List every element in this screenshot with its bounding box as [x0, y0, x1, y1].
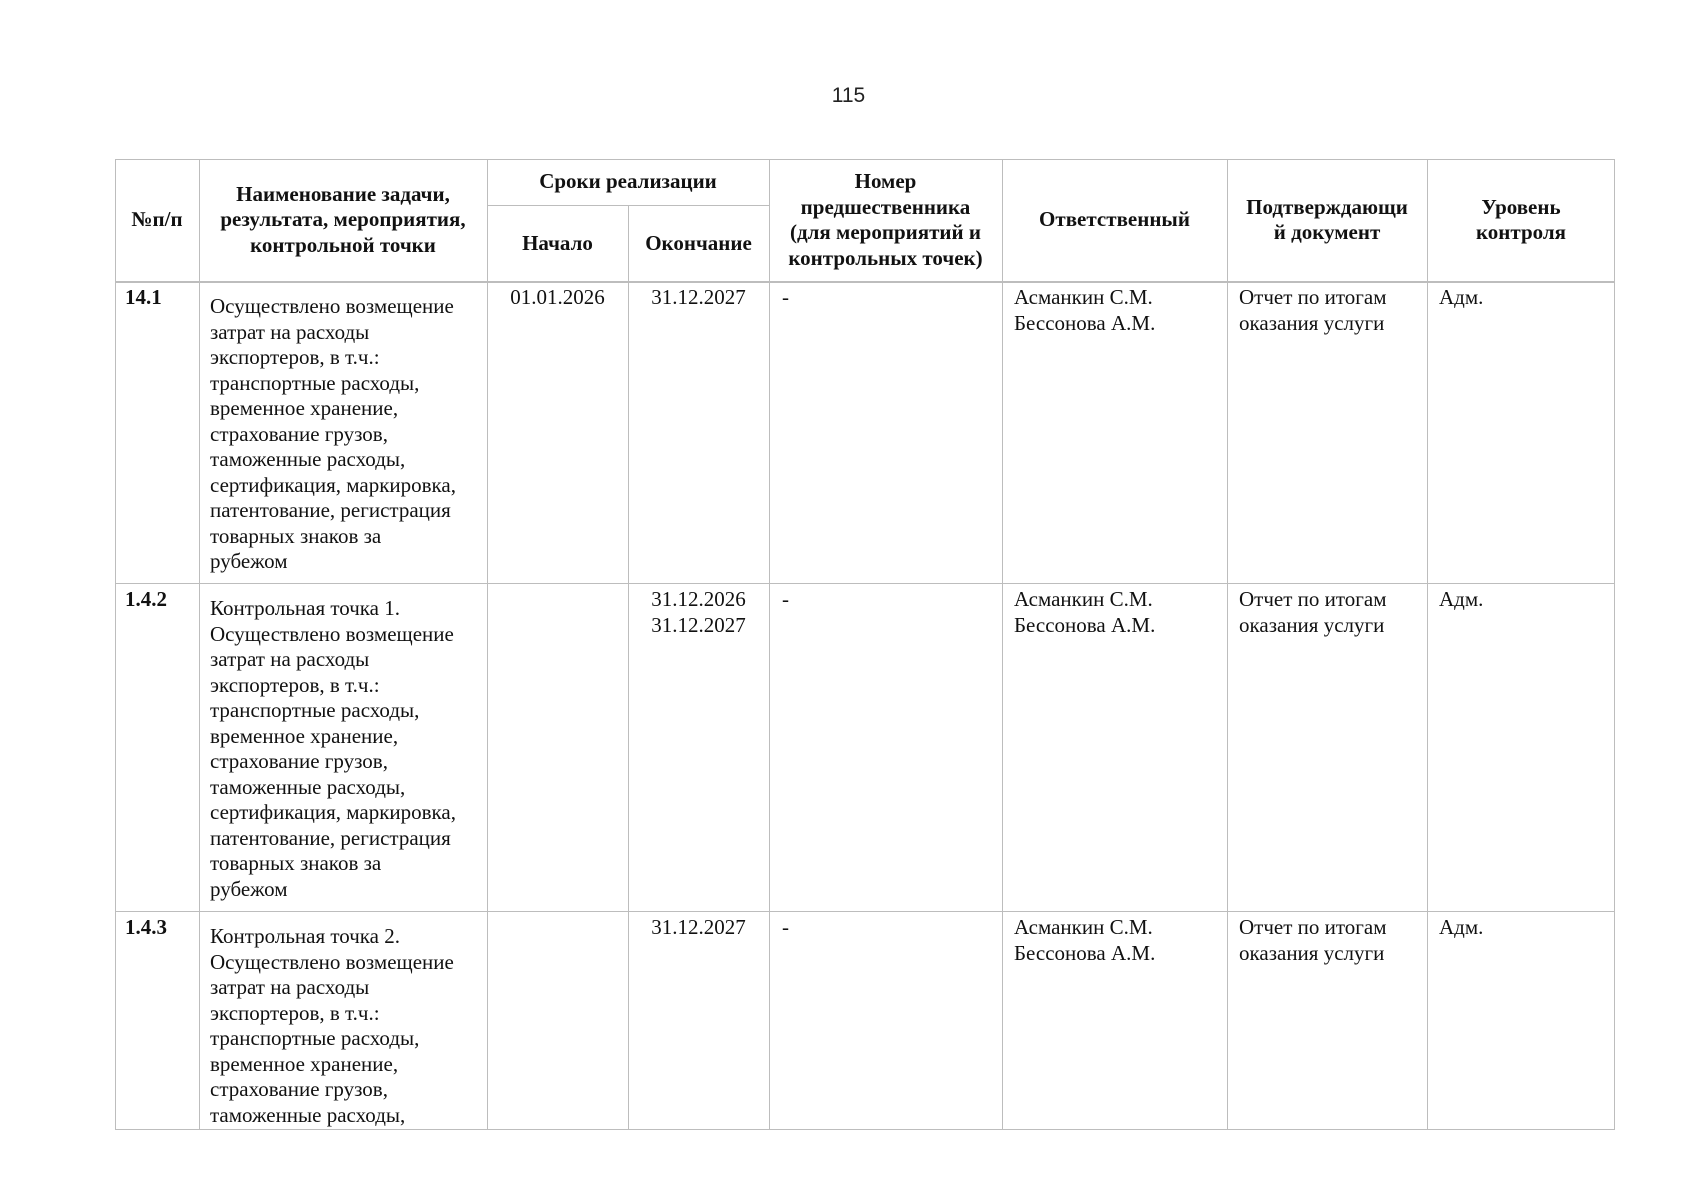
row-num: 14.1: [125, 285, 162, 309]
column-divider: [769, 159, 770, 1130]
document-value: Отчет по итогам оказания услуги: [1239, 587, 1387, 637]
header-divider: [115, 281, 1615, 283]
row-num: 1.4.2: [125, 587, 167, 611]
row-divider: [115, 583, 1615, 584]
activity-table: [115, 159, 1615, 1130]
column-divider: [199, 159, 200, 1130]
row-divider: [115, 911, 1615, 912]
responsible-value: Асманкин С.М. Бессонова А.М.: [1014, 587, 1156, 637]
control-level: Адм.: [1439, 587, 1484, 611]
task-name: Осуществлено возмещение затрат на расходы экспортеров, в т.ч.: транспортные расходы, временное хранение, страхование грузов, таможенные расходы, сертификация, маркировка, патентование, регистрация товарных знаков за рубежом: [210, 294, 457, 573]
task-name: Контрольная точка 1. Осуществлено возмещение затрат на расходы экспортеров, в т.ч.: транспортные расходы, временное хранение, страхование грузов, таможенные расходы, сертификация, маркировка, патентование, регистрация товарных знаков за рубежом: [210, 596, 457, 901]
control-level: Адм.: [1439, 915, 1484, 939]
header-predecessor: Номер предшественника (для мероприятий и контрольных точек): [788, 169, 983, 270]
document-value: Отчет по итогам оказания услуги: [1239, 285, 1387, 335]
column-divider: [1427, 159, 1428, 1130]
start-date: 01.01.2026: [510, 285, 605, 309]
responsible-value: Асманкин С.М. Бессонова А.М.: [1014, 285, 1156, 335]
task-name: Контрольная точка 2. Осуществлено возмещение затрат на расходы экспортеров, в т.ч.: транспортные расходы, временное хранение, страхование грузов, таможенные расходы,: [210, 924, 454, 1127]
header-document: Подтверждающи й документ: [1246, 194, 1408, 244]
header-responsible: Ответственный: [1039, 207, 1190, 232]
predecessor-value: -: [782, 915, 789, 939]
predecessor-value: -: [782, 587, 789, 611]
header-period: Сроки реализации: [539, 169, 717, 194]
header-end: Окончание: [645, 230, 752, 255]
row-num: 1.4.3: [125, 915, 167, 939]
predecessor-value: -: [782, 285, 789, 309]
header-start: Начало: [522, 230, 593, 255]
column-divider: [1002, 159, 1003, 1130]
column-divider: [1227, 159, 1228, 1130]
document-value: Отчет по итогам оказания услуги: [1239, 915, 1387, 965]
column-divider: [628, 206, 629, 1130]
end-date: 31.12.2027: [651, 915, 746, 939]
header-num: №п/п: [131, 207, 183, 232]
end-date: 31.12.2027: [651, 285, 746, 309]
end-date: 31.12.2026 31.12.2027: [651, 587, 746, 637]
header-name: Наименование задачи, результата, мероприятия, контрольной точки: [220, 181, 466, 257]
header-control: Уровень контроля: [1475, 194, 1567, 244]
responsible-value: Асманкин С.М. Бессонова А.М.: [1014, 915, 1156, 965]
control-level: Адм.: [1439, 285, 1484, 309]
page-number: 115: [831, 84, 866, 107]
